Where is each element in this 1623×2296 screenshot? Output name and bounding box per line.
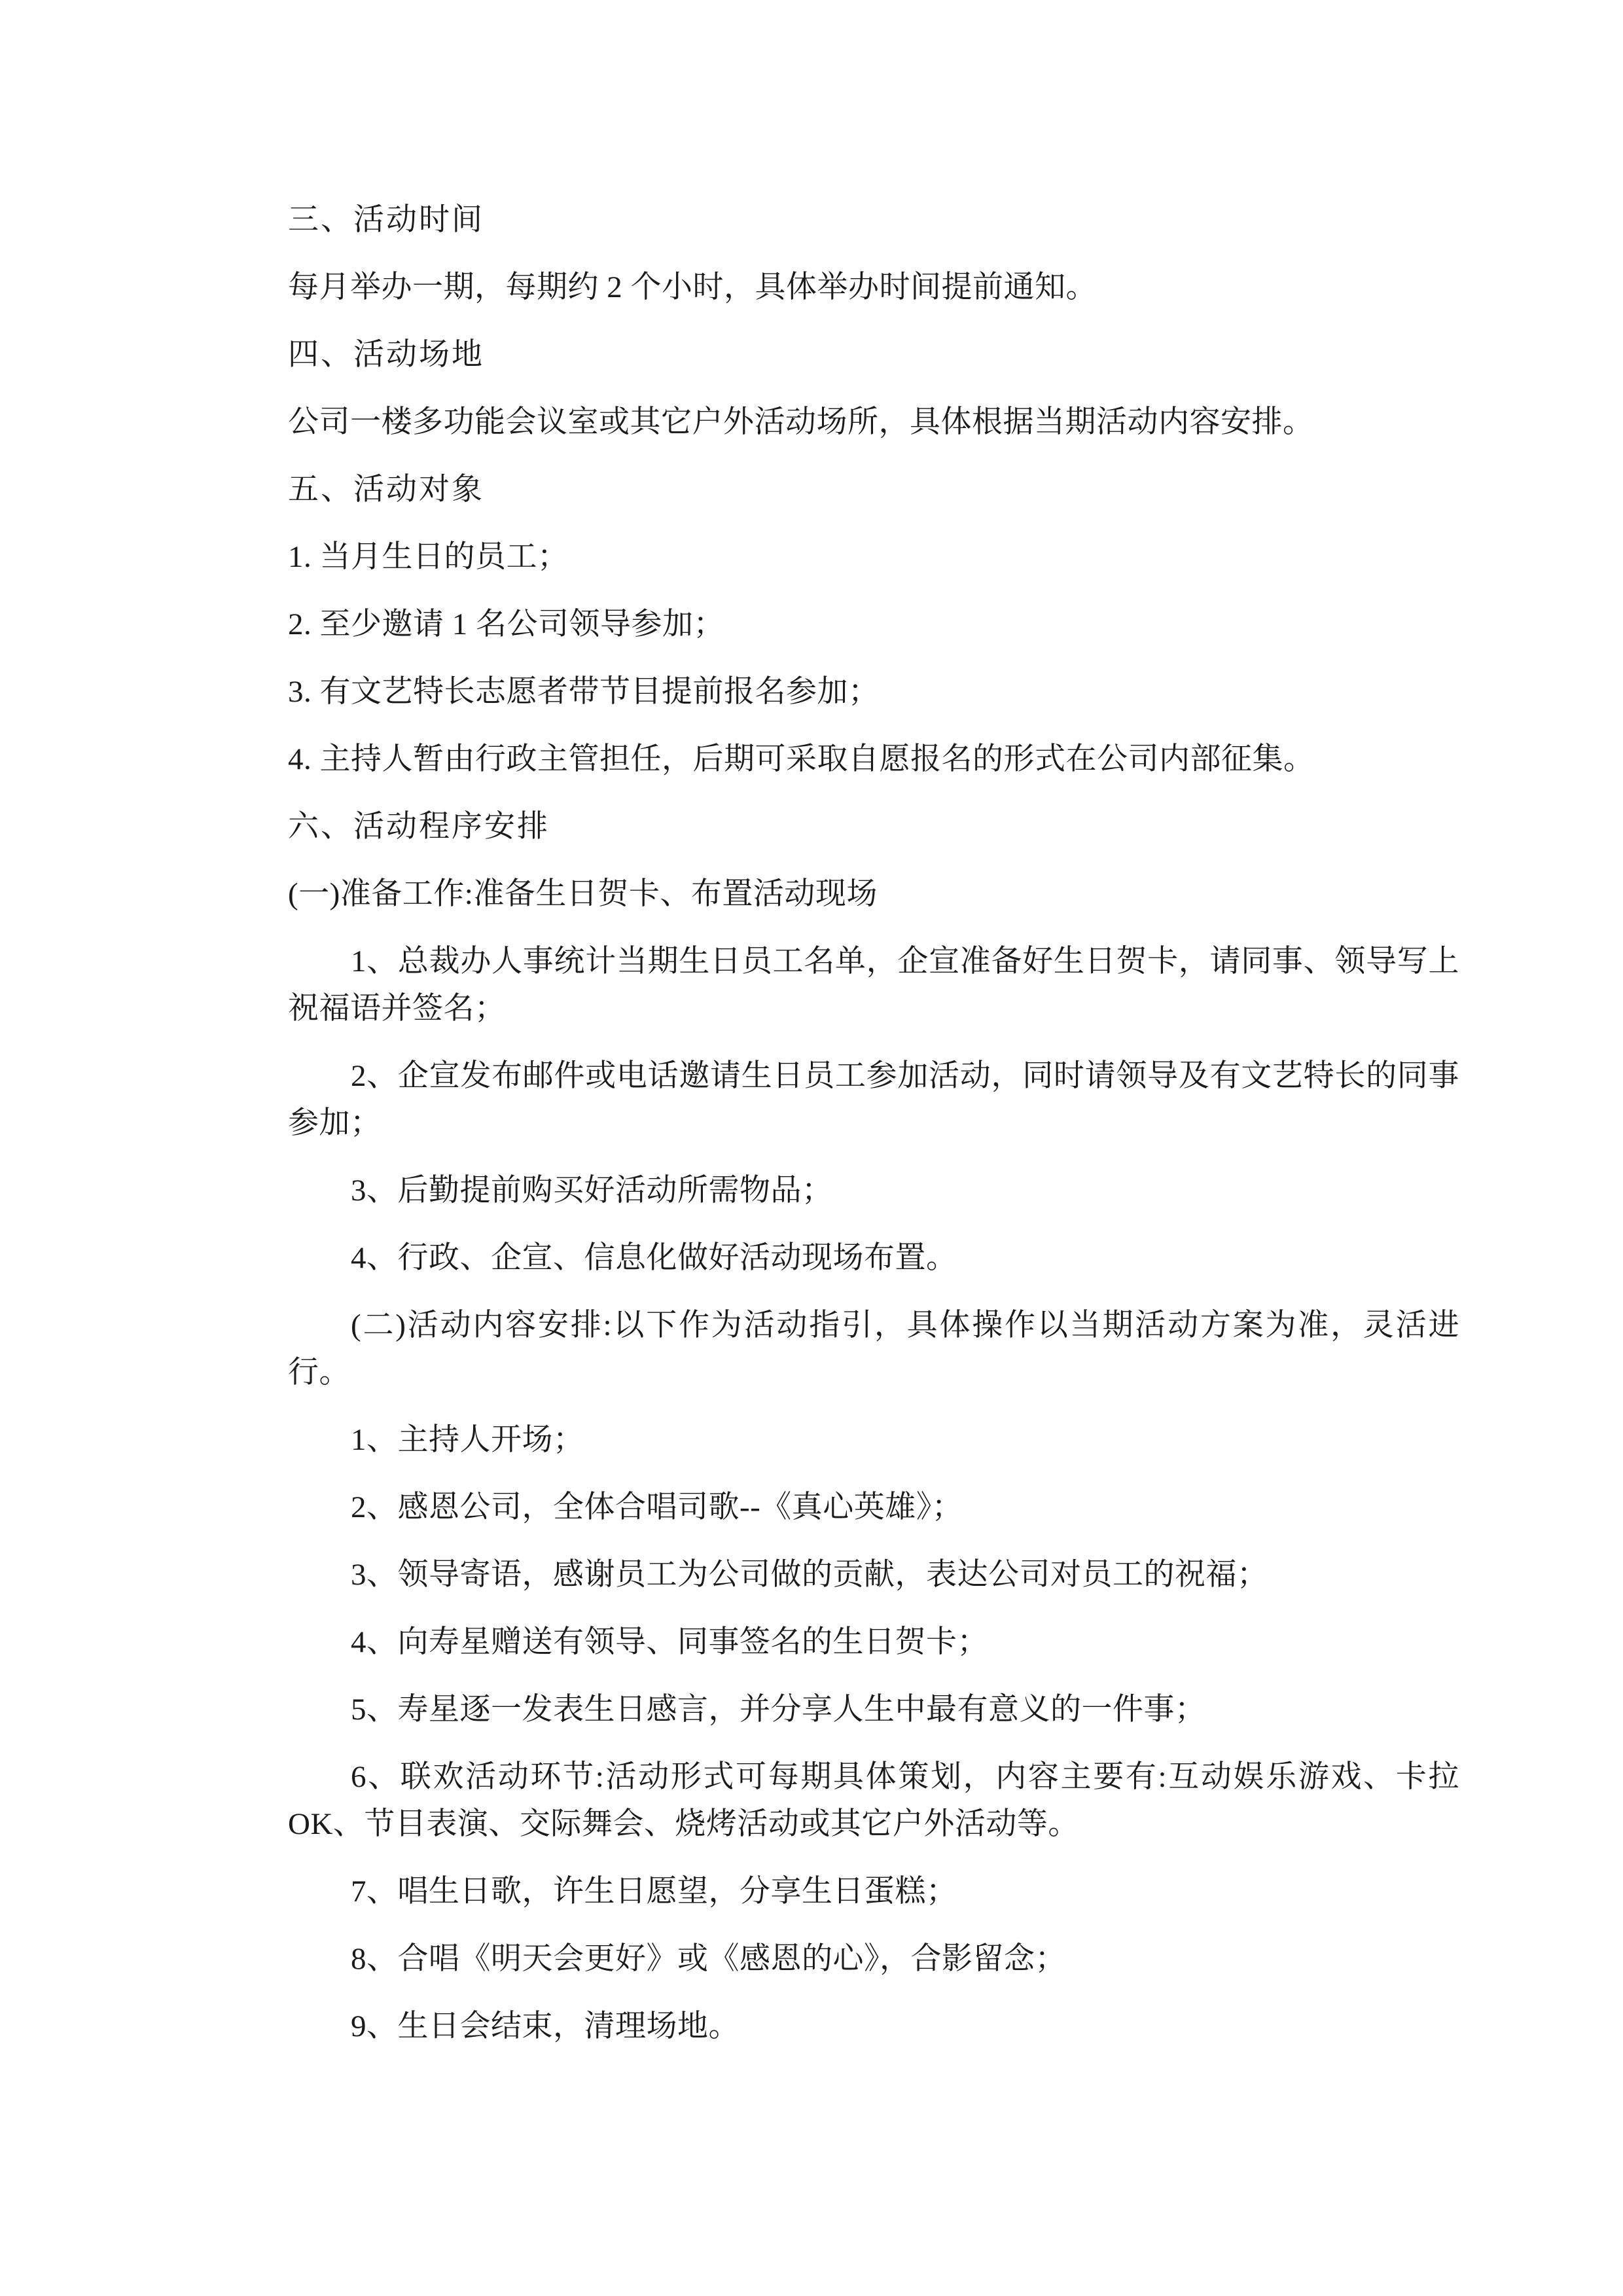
section-heading: 五、活动对象 [288, 473, 484, 507]
subsection-heading: (二)活动内容安排:以下作为活动指引，具体操作以当期活动方案为准，灵活进行。 [288, 1308, 1459, 1390]
list-item: 7、唱生日歌，许生日愿望，分享生日蛋糕； [351, 1874, 957, 1909]
list-item: 3. 有文艺特长志愿者带节目提前报名参加； [288, 675, 880, 709]
section-heading: 四、活动场地 [288, 338, 484, 372]
list-item: 1、总裁办人事统计当期生日员工名单，企宣准备好生日贺卡，请同事、领导写上祝福语并签名； [288, 944, 1459, 1026]
list-item: 2. 至少邀请 1 名公司领导参加； [288, 607, 724, 641]
paragraph: 每月举办一期，每期约 2 个小时，具体举办时间提前通知。 [288, 270, 1097, 304]
list-item: 9、生日会结束，清理场地。 [351, 2009, 740, 2043]
section-heading: 六、活动程序安排 [288, 810, 550, 844]
subsection-heading: (一)准备工作:准备生日贺卡、布置活动现场 [288, 877, 878, 911]
list-item: 8、合唱《明天会更好》或《感恩的心》，合影留念； [351, 1942, 1066, 1976]
list-item: 3、领导寄语，感谢员工为公司做的贡献，表达公司对员工的祝福； [351, 1558, 1268, 1592]
list-item: 6、联欢活动环节:活动形式可每期具体策划，内容主要有:互动娱乐游戏、卡拉 OK、节目表演、交际舞会、烧烤活动或其它户外活动等。 [288, 1760, 1459, 1841]
list-item: 4、行政、企宣、信息化做好活动现场布置。 [351, 1241, 957, 1275]
list-item: 4. 主持人暂由行政主管担任，后期可采取自愿报名的形式在公司内部征集。 [288, 742, 1315, 776]
list-item: 1、主持人开场； [351, 1423, 584, 1457]
paragraph: 公司一楼多功能会议室或其它户外活动场所，具体根据当期活动内容安排。 [288, 405, 1314, 439]
document-body [288, 196, 1459, 2050]
list-item: 3、后勤提前购买好活动所需物品； [351, 1174, 833, 1208]
list-item: 2、感恩公司，全体合唱司歌--《真心英雄》； [351, 1490, 963, 1524]
list-item: 2、企宣发布邮件或电话邀请生日员工参加活动，同时请领导及有文艺特长的同事参加； [288, 1059, 1459, 1140]
section-heading: 三、活动时间 [288, 203, 484, 237]
list-item: 5、寿星逐一发表生日感言，并分享人生中最有意义的一件事； [351, 1693, 1206, 1727]
list-item: 1. 当月生日的员工； [288, 540, 569, 574]
list-item: 4、向寿星赠送有领导、同事签名的生日贺卡； [351, 1625, 988, 1659]
